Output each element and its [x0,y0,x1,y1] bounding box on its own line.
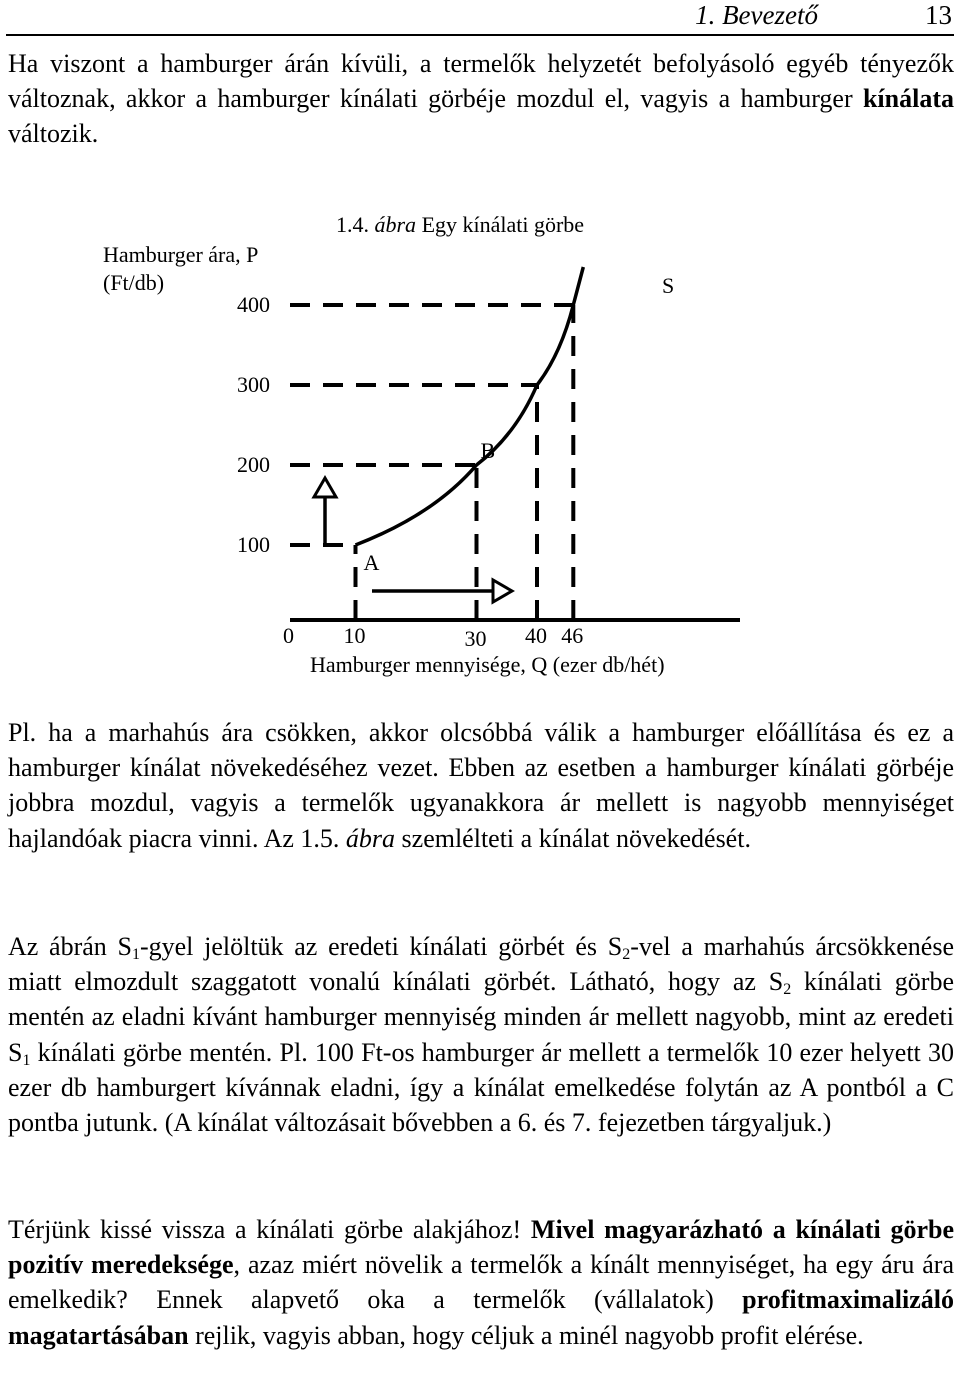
price-increase-arrow [314,478,336,545]
y-tick-labels [237,292,270,557]
paragraph-4 [8,1212,954,1353]
para4-text-1: Térjünk kissé vissza a kínálati görbe alakjához! [8,1215,531,1244]
page-header [0,0,960,36]
para4-bold-1: Mivel magyarázható a kínálati görbe pozitív meredeksége [8,1215,954,1280]
x-tick-label: 0 [283,623,294,648]
subscript-2: 2 [622,946,631,963]
paragraph-2 [8,715,954,856]
y-tick-label: 300 [237,372,270,397]
paragraph-3 [8,929,954,1140]
point-label-a: A [363,550,380,575]
intro-paragraph [8,46,954,152]
supply-curve-figure [0,195,960,695]
reference-dashes [290,305,573,620]
caption-number: 1.4. [336,212,369,237]
para4-bold-2: profitmaximalizáló magatartásában [8,1285,954,1350]
para2-text-end: szemlélteti a kínálat növekedését. [395,823,751,853]
para2-text: Pl. ha a marhahús ára csökken, akkor olcsóbbá válik a hamburger előállítása és ez a hamburger kínálat növekedéséhez vezet. Ebben az esetben a hamburger kínálati görbéje jobbra mozdul, vagyis a termelők ugyanakkora ár mellett is nagyobb mennyiséget hajlandóak piacra vinni. Az 1.5. [8,718,954,853]
x-axis-label: Hamburger mennyisége, Q (ezer db/hét) [310,652,665,677]
quantity-increase-arrow [372,580,512,602]
subscript-1: 1 [131,946,140,963]
para3-text-2: -gyel jelöltük az eredeti kínálati görbét és S [139,932,623,961]
x-tick-labels [283,623,583,651]
figure-caption [336,212,584,237]
y-axis-label-line2: (Ft/db) [103,270,165,295]
caption-title: Egy kínálati görbe [421,212,585,237]
supply-chart [0,195,960,695]
y-axis-label-line1: Hamburger ára, P [103,242,259,267]
point-label-b: B [480,438,496,463]
para2-italic: ábra [345,823,396,853]
intro-text: Ha viszont a hamburger árán kívüli, a termelők helyzetét befolyásoló egyéb tényezők változnak, akkor a hamburger kínálati görbéje mozdul el, vagyis a hamburger [8,49,954,114]
header-rule [6,34,954,36]
caption-italic: ábra [374,212,417,237]
para4-text-3: rejlik, vagyis abban, hogy céljuk a minél nagyobb profit elérése. [188,1320,864,1350]
supply-curve-s [356,267,584,545]
subscript-4: 1 [22,1051,31,1069]
para4-text-2: , azaz miért növelik a termelők a kínált mennyiséget, ha egy áru ára emelkedik? Ennek alapvető oka a termelők (vállalatok) [8,1250,954,1315]
x-tick-label: 30 [464,626,487,651]
para3-text-1: Az ábrán S [8,932,132,961]
para3-text-5: kínálati görbe mentén. Pl. 100 Ft-os hamburger ár mellett a termelők 10 ezer helyett 30 ezer db hamburgert kívánnak eladni, így a kínálat emelkedése folytán az A pontból a C pontba jutunk. (A kínálat változásait bővebben a 6. és 7. fejezetben tárgyaljuk.) [8,1037,954,1138]
x-tick-label: 46 [561,623,584,648]
x-tick-label: 10 [343,623,366,648]
page-number: 13 [925,0,952,30]
intro-bold-term: kínálata [862,84,954,114]
subscript-3: 2 [783,981,792,999]
y-tick-label: 400 [237,292,270,317]
para3-text-3: -vel a marhahús árcsökkenése miatt elmozdult szaggatott vonalú kínálati görbét. Látható, hogy az S [8,932,955,997]
curve-label-s: S [662,273,675,298]
intro-text-end: változik. [8,119,99,149]
y-tick-label: 100 [237,532,270,557]
para3-text-4: kínálati görbe mentén az eladni kívánt hamburger mennyiség minden ár mellett nagyobb, mint az eredeti S [8,967,954,1067]
x-tick-label: 40 [525,623,547,648]
chapter-title: 1. Bevezető [695,0,818,30]
y-tick-label: 200 [237,452,270,477]
